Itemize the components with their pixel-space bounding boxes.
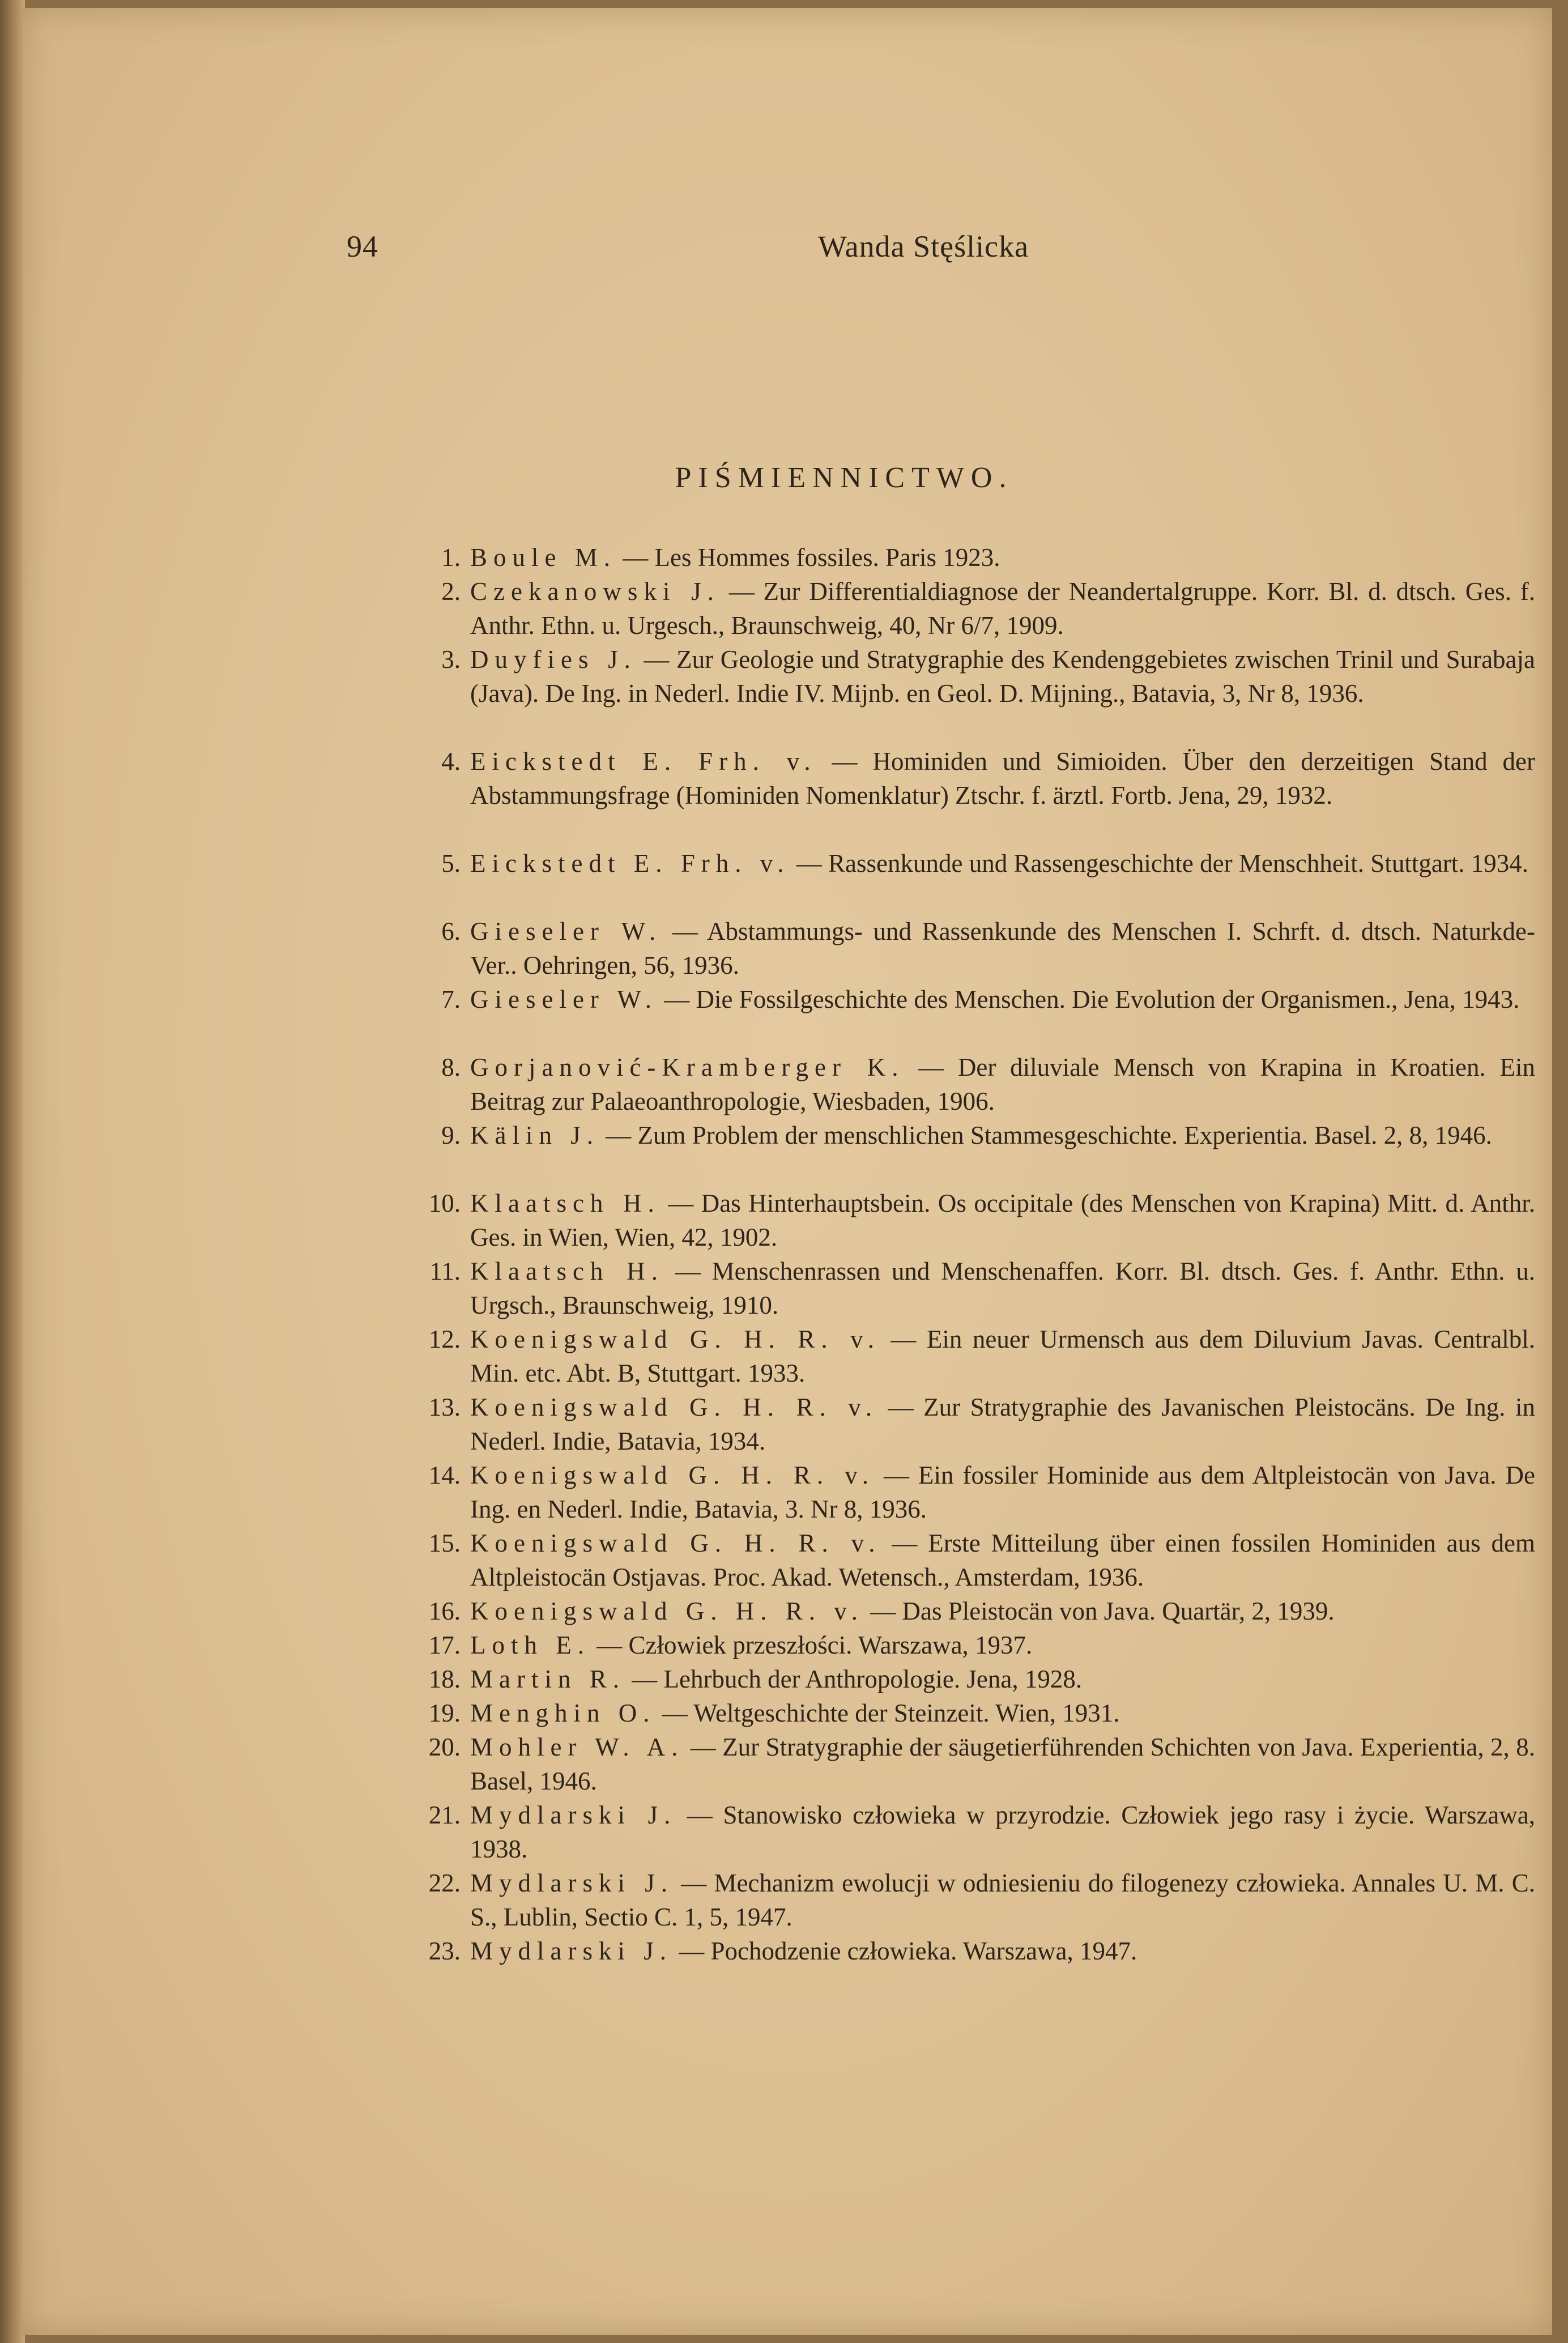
reference-number: 7.	[441, 985, 461, 1013]
reference-item	[428, 1186, 1535, 1254]
reference-number: 16.	[428, 1597, 461, 1625]
reference-number: 14.	[428, 1461, 461, 1489]
reference-item	[428, 1866, 1535, 1934]
reference-number: 22.	[428, 1869, 461, 1897]
reference-author: Czekanowski J.	[470, 577, 721, 606]
reference-author: Koenigswald G. H. R. v.	[470, 1461, 875, 1489]
reference-number: 2.	[441, 577, 461, 606]
reference-text: — Weltgeschichte der Steinzeit. Wien, 1931.	[655, 1699, 1120, 1727]
reference-item	[428, 1526, 1536, 1594]
reference-text: — Zur Geologie und Stratygraphie des Kendenggebietes zwischen Trinil und Surabaja (Java). De Ing. in Nederl. Indie IV. Mijnb. en Geol. D. Mijning., Batavia, 3, Nr 8, 1936.	[470, 645, 1535, 708]
reference-item	[428, 1662, 1535, 1696]
reference-number: 4.	[441, 747, 461, 776]
reference-text: — Ein neuer Urmensch aus dem Diluvium Javas. Centralbl. Min. etc. Abt. B, Stuttgart. 1933.	[470, 1325, 1535, 1387]
reference-text: — Ein fossiler Hominide aus dem Altpleistocän von Java. De Ing. en Nederl. Indie, Batavia, 3. Nr 8, 1936.	[470, 1461, 1536, 1523]
reference-item	[429, 1254, 1536, 1322]
reference-item	[428, 1322, 1535, 1390]
reference-text: — Pochodzenie człowieka. Warszawa, 1947.	[672, 1937, 1137, 1965]
reference-item	[428, 1628, 1535, 1662]
reference-list	[23, 8, 1552, 2335]
document-page	[23, 8, 1552, 2335]
reference-item	[428, 1390, 1535, 1458]
reference-text: — Zur Stratygraphie des Javanischen Pleistocäns. De Ing. in Nederl. Indie, Batavia, 1934.	[470, 1393, 1535, 1455]
reference-text: — Rassenkunde und Rassengeschichte der Menschheit. Stuttgart. 1934.	[790, 849, 1529, 877]
reference-number: 18.	[428, 1665, 461, 1693]
reference-item	[441, 846, 1535, 880]
reference-number: 19.	[428, 1699, 461, 1727]
reference-number: 17.	[428, 1631, 461, 1659]
reference-author: Duyfies J.	[470, 645, 637, 674]
reference-number: 3.	[441, 645, 461, 674]
reference-item	[441, 1050, 1535, 1118]
reference-item	[441, 642, 1535, 710]
reference-text: — Erste Mitteilung über einen fossilen Hominiden aus dem Altpleistocän Ostjavas. Proc. Akad. Wetensch., Amsterdam, 1936.	[470, 1529, 1536, 1591]
reference-number: 11.	[429, 1257, 461, 1285]
reference-author: Boule M.	[470, 543, 617, 572]
reference-item	[441, 914, 1535, 982]
reference-item	[441, 1118, 1535, 1152]
reference-text: — Zur Differentialdiagnose der Neandertalgruppe. Korr. Bl. d. dtsch. Ges. f. Anthr. Ethn. u. Urgesch., Braunschweig, 40, Nr 6/7, 1909.	[470, 577, 1535, 640]
reference-text: — Stanowisko człowieka w przyrodzie. Człowiek jego rasy i życie. Warszawa, 1938.	[470, 1801, 1536, 1863]
reference-text: — Lehrbuch der Anthropologie. Jena, 1928.	[625, 1665, 1083, 1693]
reference-text: — Abstammungs- und Rassenkunde des Menschen I. Schrft. d. dtsch. Naturkde- Ver.. Oehringen, 56, 1936.	[470, 917, 1535, 979]
reference-author: Koenigswald G. H. R. v.	[470, 1393, 879, 1421]
reference-number: 13.	[428, 1393, 461, 1421]
reference-text: — Der diluviale Mensch von Krapina in Kroatien. Ein Beitrag zur Palaeoanthropologie, Wiesbaden, 1906.	[470, 1053, 1535, 1115]
reference-author: Mydlarski J.	[470, 1801, 677, 1829]
reference-item	[428, 1696, 1535, 1730]
reference-item	[428, 1730, 1535, 1798]
reference-item	[441, 574, 1535, 642]
reference-number: 15.	[428, 1529, 461, 1557]
reference-author: Mohler W. A.	[470, 1733, 684, 1761]
reference-text: — Das Hinterhauptsbein. Os occipitale (des Menschen von Krapina) Mitt. d. Anthr. Ges. in Wien, Wien, 42, 1902.	[470, 1189, 1535, 1251]
reference-author: Klaatsch H.	[470, 1257, 664, 1285]
reference-text: — Człowiek przeszłości. Warszawa, 1937.	[590, 1631, 1033, 1659]
reference-text: — Mechanizm ewolucji w odniesieniu do filogenezy człowieka. Annales U. M. C. S., Lublin, Sectio C. 1, 5, 1947.	[470, 1869, 1535, 1931]
reference-number: 10.	[428, 1189, 461, 1217]
reference-text: — Das Pleistocän von Java. Quartär, 2, 1939.	[864, 1597, 1335, 1625]
reference-item	[428, 1594, 1535, 1628]
reference-author: Gieseler W.	[470, 985, 658, 1013]
section-title: PIŚMIENNICTWO.	[675, 462, 1013, 494]
reference-author: Mydlarski J.	[470, 1869, 674, 1897]
reference-text: — Hominiden und Simioiden. Über den derzeitigen Stand der Abstammungsfrage (Hominiden Nomenklatur) Ztschr. f. ärztl. Fortb. Jena, 29, 1932.	[470, 747, 1536, 810]
reference-text: — Zur Stratygraphie der säugetierführenden Schichten von Java. Experientia, 2, 8. Basel, 1946.	[470, 1733, 1535, 1795]
reference-number: 6.	[441, 917, 461, 945]
reference-author: Klaatsch H.	[470, 1189, 661, 1217]
reference-text: — Die Fossilgeschichte des Menschen. Die Evolution der Organismen., Jena, 1943.	[657, 985, 1520, 1013]
reference-author: Gorjanović-Kramberger K.	[470, 1053, 905, 1081]
reference-author: Koenigswald G. H. R. v.	[470, 1529, 881, 1557]
reference-item	[428, 1798, 1536, 1866]
reference-item	[441, 540, 1535, 574]
reference-number: 20.	[428, 1733, 461, 1761]
reference-author: Koenigswald G. H. R. v.	[470, 1325, 880, 1353]
reference-number: 1.	[441, 543, 461, 572]
reference-number: 9.	[441, 1121, 461, 1149]
reference-item	[428, 1458, 1536, 1526]
reference-author: Eickstedt E. Frh. v.	[470, 747, 817, 776]
reference-number: 8.	[441, 1053, 461, 1081]
reference-author: Martin R.	[470, 1665, 625, 1693]
reference-author: Loth E.	[470, 1631, 590, 1659]
reference-text: — Menschenrassen und Menschenaffen. Korr. Bl. dtsch. Ges. f. Anthr. Ethn. u. Urgsch., Braunschweig, 1910.	[470, 1257, 1536, 1319]
reference-author: Menghin O.	[470, 1699, 656, 1727]
reference-number: 12.	[428, 1325, 461, 1353]
reference-author: Eickstedt E. Frh. v.	[470, 849, 790, 877]
reference-number: 21.	[428, 1801, 461, 1829]
reference-number: 5.	[441, 849, 461, 877]
book-spine-edge	[0, 0, 25, 2343]
reference-author: Koenigswald G. H. R. v.	[470, 1597, 864, 1625]
reference-author: Mydlarski J.	[470, 1937, 672, 1965]
reference-item	[441, 982, 1535, 1016]
reference-item	[428, 1934, 1535, 1968]
reference-text: — Les Hommes fossiles. Paris 1923.	[616, 543, 1000, 572]
reference-number: 23.	[428, 1937, 461, 1965]
reference-author: Gieseler W.	[470, 917, 662, 945]
running-head-author: Wanda Stęślicka	[818, 229, 1029, 263]
page-number: 94	[347, 229, 378, 263]
reference-text: — Zum Problem der menschlichen Stammesgeschichte. Experientia. Basel. 2, 8, 1946.	[599, 1121, 1492, 1149]
reference-author: Kälin J.	[470, 1121, 599, 1149]
reference-item	[441, 744, 1536, 812]
